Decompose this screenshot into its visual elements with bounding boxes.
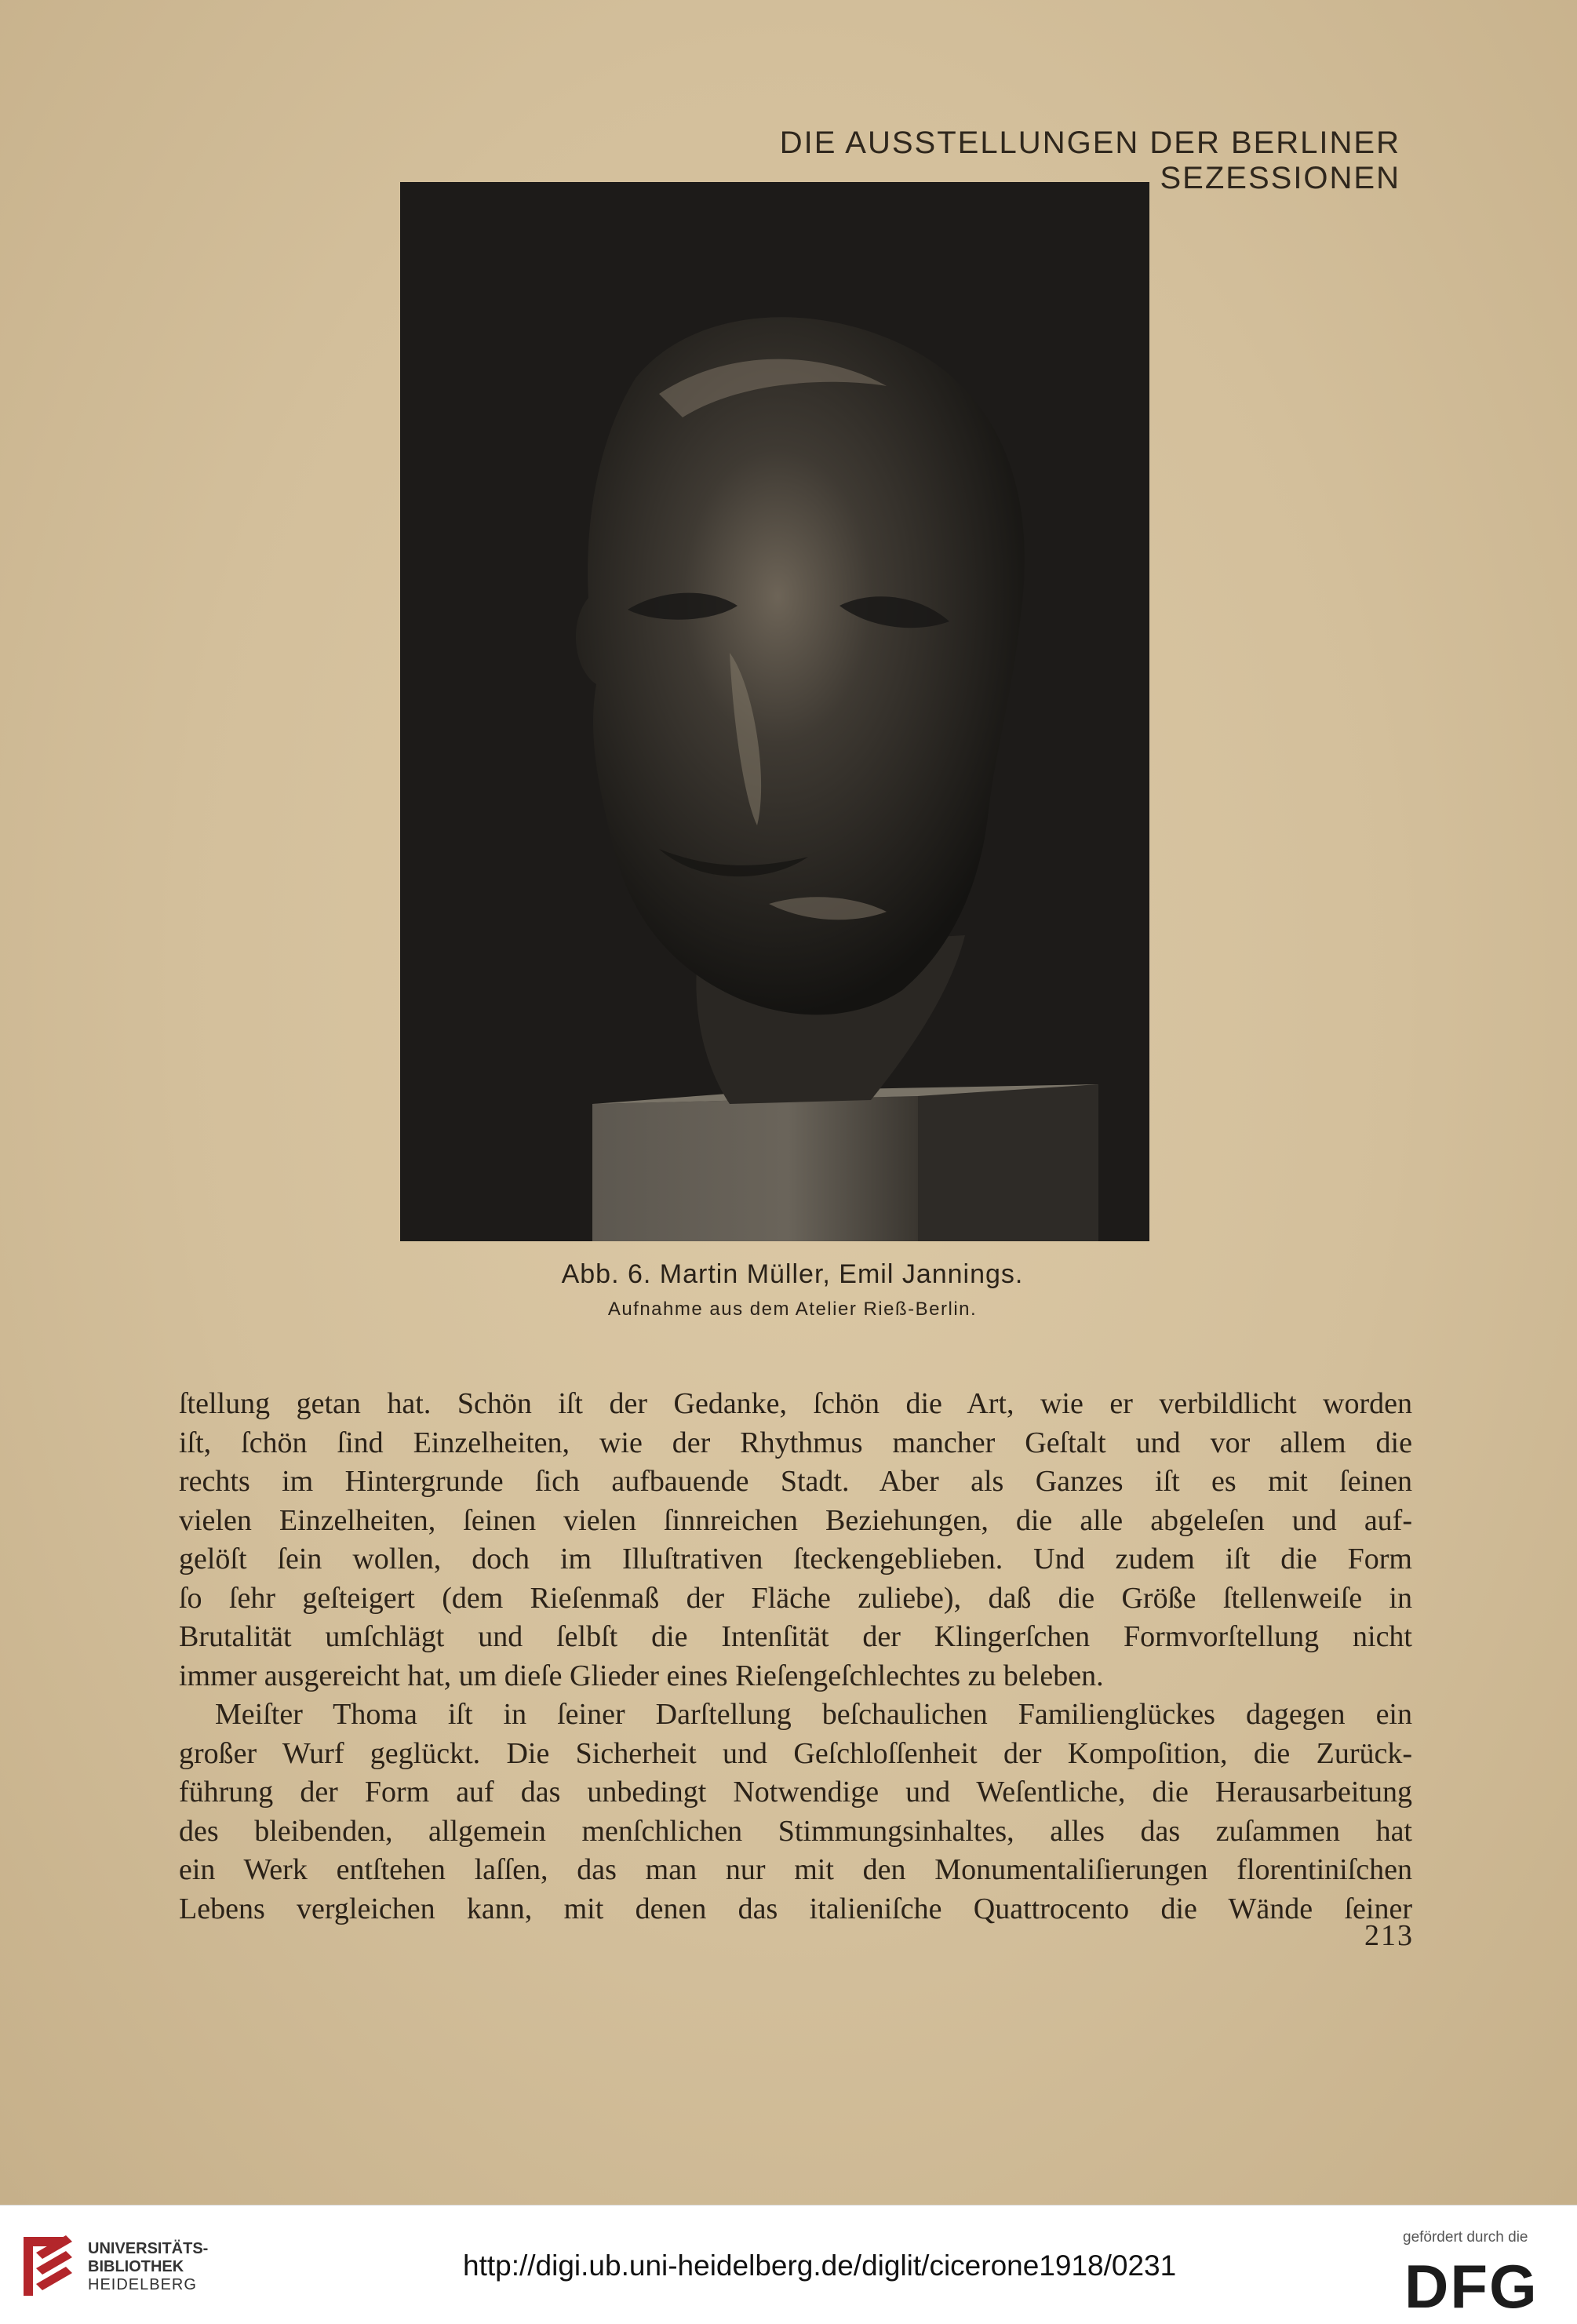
text-line: führung der Form auf das unbedingt Notwendige und Weſentliche, die Herausarbeitung [179, 1776, 1412, 1809]
permalink-url[interactable]: http://digi.ub.uni-heidelberg.de/diglit/cicerone1918/0231 [463, 2249, 1177, 2282]
text-line: ſtellung getan hat. Schön iſt der Gedanke, ſchön die Art, wie er verbildlicht worden [179, 1387, 1412, 1420]
library-name-line: BIBLIOTHEK [88, 2258, 184, 2275]
bronze-head-sculpture [400, 182, 1149, 1241]
page-number: 213 [1364, 1919, 1414, 1952]
dfg-logo: DFG [1404, 2252, 1539, 2321]
text-line: Brutalität umſchlägt und ſelbſt die Intenſität der Klingerſchen Formvorſtellung nicht [179, 1620, 1412, 1653]
body-text [179, 1385, 1412, 1929]
text-line: Lebens vergleichen kann, mit denen das italieniſche Quattrocento die Wände ſeiner [179, 1892, 1412, 1925]
text-line: rechts im Hintergrunde ſich aufbauende Stadt. Aber als Ganzes iſt es mit ſeinen [179, 1465, 1412, 1498]
text-line: ſo ſehr geſteigert (dem Rieſenmaß der Fläche zuliebe), daß die Größe ſtellenweiſe in [179, 1581, 1412, 1615]
library-name [88, 2240, 208, 2294]
figure-credit: Aufnahme aus dem Atelier Rieß-Berlin. [607, 1299, 978, 1320]
figure-photograph [400, 182, 1149, 1241]
library-name-line: HEIDELBERG [88, 2276, 197, 2293]
text-line: ein Werk entſtehen laſſen, das man nur mit den Monumentaliſierungen florentiniſchen [179, 1853, 1412, 1886]
text-line: gelöſt ſein wollen, doch im Illuſtrativen ſteckengeblieben. Und zudem iſt die Form [179, 1543, 1412, 1575]
funding-note: gefördert durch die [1403, 2229, 1528, 2246]
text-line: Meiſter Thoma iſt in ſeiner Darſtellung beſchaulichen Familienglückes dagegen ein [215, 1698, 1412, 1731]
text-line: immer ausgereicht hat, um dieſe Glieder eines Rieſengeſchlechtes zu beleben. [179, 1659, 1104, 1692]
running-header: DIE AUSSTELLUNGEN DER BERLINER SEZESSIONEN [779, 126, 1400, 195]
digitization-footer [0, 2205, 1577, 2324]
library-logo-icon [17, 2229, 80, 2304]
text-line: großer Wurf geglückt. Die Sicherheit und Geſchloſſenheit der Kompoſition, die Zurück- [179, 1736, 1412, 1770]
text-line: iſt, ſchön ſind Einzelheiten, wie der Rhythmus mancher Geſtalt und vor allem die [179, 1426, 1412, 1459]
figure-caption: Abb. 6. Martin Müller, Emil Jannings. [561, 1259, 1024, 1289]
text-line: vielen Einzelheiten, ſeinen vielen ſinnreichen Beziehungen, die alle abgeleſen und auf- [179, 1503, 1412, 1537]
text-line: des bleibenden, allgemein menſchlichen Stimmungsinhaltes, alles das zuſammen hat [179, 1814, 1412, 1848]
library-name-line: UNIVERSITÄTS- [88, 2240, 209, 2257]
